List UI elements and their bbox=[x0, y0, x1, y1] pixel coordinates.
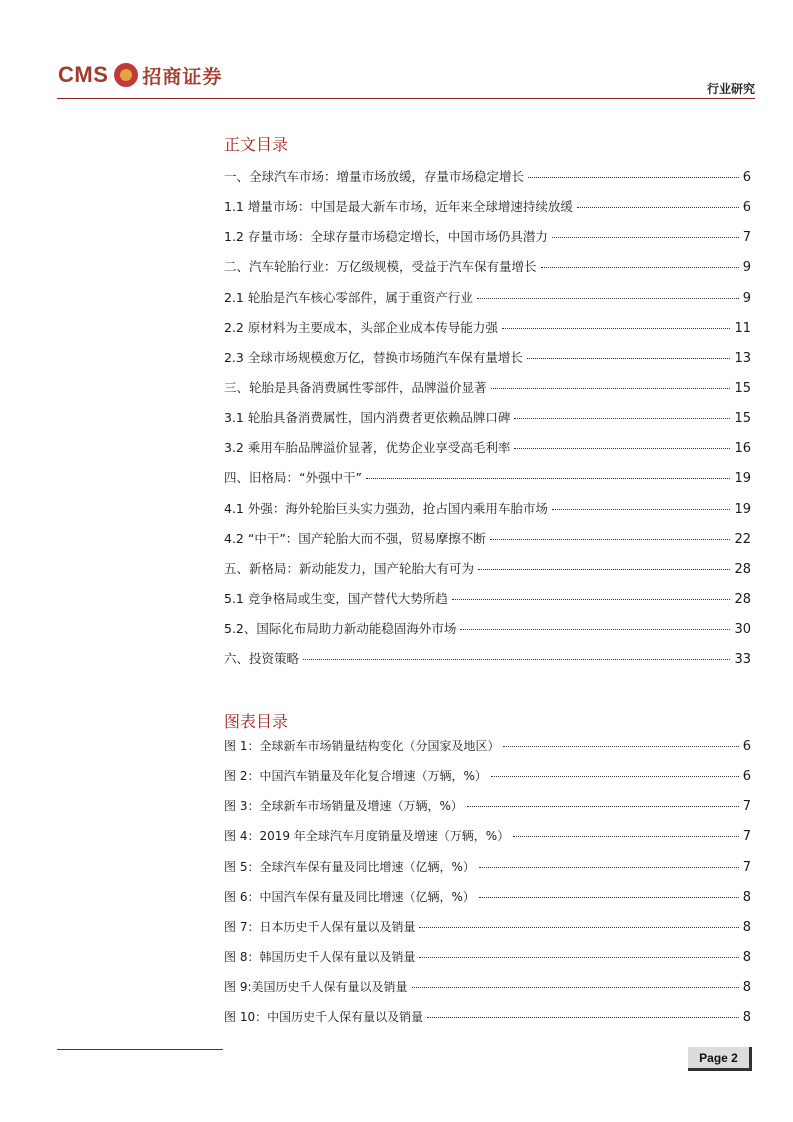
toc-entry-page-number: 33 bbox=[734, 652, 751, 668]
dot-leader bbox=[541, 267, 739, 268]
dot-leader bbox=[460, 629, 730, 630]
toc-entry-page-number: 30 bbox=[734, 622, 751, 638]
toc-entry[interactable] bbox=[224, 348, 751, 378]
toc-entry-text: 5.2、国际化布局助力新动能稳固海外市场 bbox=[224, 621, 457, 637]
figure-entry-page-number: 8 bbox=[742, 949, 751, 965]
toc-entry-text: 3.1 轮胎具备消费属性，国内消费者更依赖品牌口碑 bbox=[224, 410, 511, 426]
toc-entry[interactable] bbox=[224, 167, 751, 197]
toc-entry-text: 三、轮胎是具备消费属性零部件，品牌溢价显著 bbox=[224, 379, 487, 395]
dot-leader bbox=[479, 867, 739, 868]
dot-leader bbox=[427, 1017, 739, 1018]
dot-leader bbox=[514, 418, 730, 419]
figure-entry[interactable] bbox=[224, 888, 751, 918]
toc-entry-page-number: 9 bbox=[742, 290, 751, 306]
dot-leader bbox=[478, 569, 730, 570]
toc-entry-text: 二、汽车轮胎行业：万亿级规模，受益于汽车保有量增长 bbox=[224, 259, 537, 275]
toc-entry-text: 4.2 “中干”：国产轮胎大而不强，贸易摩擦不断 bbox=[224, 530, 486, 546]
toc-entry-page-number: 28 bbox=[734, 591, 751, 607]
logo-seal-icon bbox=[114, 63, 138, 87]
toc-entry-page-number: 16 bbox=[734, 441, 751, 457]
figure-entry-page-number: 6 bbox=[742, 769, 751, 785]
figure-entry-text: 图 2：中国汽车销量及年化复合增速（万辆，%） bbox=[224, 769, 487, 784]
dot-leader bbox=[528, 177, 739, 178]
toc-entry[interactable] bbox=[224, 257, 751, 287]
toc-entry[interactable] bbox=[224, 408, 751, 438]
figure-entry-text: 图 9:美国历史千人保有量以及销量 bbox=[224, 980, 408, 995]
toc-entry-text: 3.2 乘用车胎品牌溢价显著，优势企业享受高毛利率 bbox=[224, 440, 511, 456]
toc-entry[interactable] bbox=[224, 197, 751, 227]
figure-entry-page-number: 8 bbox=[742, 919, 751, 935]
dot-leader bbox=[514, 448, 730, 449]
figure-entry-text: 图 8：韩国历史千人保有量以及销量 bbox=[224, 949, 416, 964]
dot-leader bbox=[552, 237, 739, 238]
dot-leader bbox=[491, 776, 739, 777]
figure-entry-text: 图 7：日本历史千人保有量以及销量 bbox=[224, 919, 416, 934]
figure-entry-text: 图 4：2019 年全球汽车月度销量及增速（万辆，%） bbox=[224, 829, 510, 844]
header-divider bbox=[57, 98, 755, 99]
toc-entry-page-number: 15 bbox=[734, 380, 751, 396]
toc-entry-page-number: 28 bbox=[734, 561, 751, 577]
figure-entry-page-number: 8 bbox=[742, 889, 751, 905]
toc-entry-text: 4.1 外强：海外轮胎巨头实力强劲，抢占国内乘用车胎市场 bbox=[224, 500, 548, 516]
toc-entry[interactable] bbox=[224, 318, 751, 348]
toc-entry-text: 2.1 轮胎是汽车核心零部件，属于重资产行业 bbox=[224, 289, 473, 305]
logo-cn-text: 招商证券 bbox=[142, 65, 223, 88]
figure-entry-text: 图 6：中国汽车保有量及同比增速（亿辆，%） bbox=[224, 889, 475, 904]
dot-leader bbox=[527, 358, 731, 359]
toc-entry-text: 四、旧格局：“外强中干” bbox=[224, 470, 362, 486]
dot-leader bbox=[552, 509, 731, 510]
toc-entry[interactable] bbox=[224, 438, 751, 468]
figure-entry-text: 图 10：中国历史千人保有量以及销量 bbox=[224, 1010, 424, 1025]
page-number: Page 2 bbox=[688, 1047, 752, 1071]
figure-entry[interactable] bbox=[224, 978, 751, 1008]
toc-entry-page-number: 19 bbox=[734, 501, 751, 517]
toc-entry-text: 六、投资策略 bbox=[224, 651, 300, 667]
toc-entry-text: 2.2 原材料为主要成本，头部企业成本传导能力强 bbox=[224, 319, 498, 335]
dot-leader bbox=[513, 836, 739, 837]
toc-entry[interactable] bbox=[224, 499, 751, 529]
dot-leader bbox=[477, 298, 739, 299]
toc-list bbox=[224, 167, 751, 679]
toc-entry-page-number: 13 bbox=[734, 350, 751, 366]
toc-entry-text: 1.1 增量市场：中国是最大新车市场，近年来全球增速持续放缓 bbox=[224, 199, 573, 215]
toc-entry-page-number: 19 bbox=[734, 471, 751, 487]
dot-leader bbox=[479, 897, 739, 898]
figure-entry[interactable] bbox=[224, 918, 751, 948]
dot-leader bbox=[366, 478, 731, 479]
figure-entry-page-number: 8 bbox=[742, 1010, 751, 1026]
figure-entry-text: 图 1：全球新车市场销量结构变化（分国家及地区） bbox=[224, 739, 500, 753]
figure-entry-page-number: 7 bbox=[742, 829, 751, 845]
toc-entry[interactable] bbox=[224, 619, 751, 649]
figure-entry[interactable] bbox=[224, 767, 751, 797]
figure-entry[interactable] bbox=[224, 797, 751, 827]
report-category: 行业研究 bbox=[706, 82, 755, 96]
toc-entry-text: 2.3 全球市场规模愈万亿，替换市场随汽车保有量增长 bbox=[224, 349, 523, 365]
toc-entry-page-number: 22 bbox=[734, 531, 751, 547]
toc-entry[interactable] bbox=[224, 589, 751, 619]
toc-entry-text: 5.1 竞争格局或生变，国产替代大势所趋 bbox=[224, 590, 448, 606]
figure-entry-page-number: 6 bbox=[742, 739, 751, 754]
figure-entry[interactable] bbox=[224, 827, 751, 857]
dot-leader bbox=[419, 927, 738, 928]
figure-entry[interactable] bbox=[224, 1008, 751, 1038]
toc-entry-page-number: 9 bbox=[742, 260, 751, 276]
dot-leader bbox=[577, 207, 739, 208]
toc-entry-page-number: 15 bbox=[734, 411, 751, 427]
toc-entry[interactable] bbox=[224, 649, 751, 679]
dot-leader bbox=[491, 388, 731, 389]
toc-entry-page-number: 11 bbox=[734, 320, 751, 336]
toc-entry-text: 五、新格局：新动能发力，国产轮胎大有可为 bbox=[224, 560, 475, 576]
dot-leader bbox=[419, 957, 738, 958]
figure-entry-page-number: 7 bbox=[742, 859, 751, 875]
toc-entry-page-number: 6 bbox=[742, 170, 751, 185]
figure-entry-page-number: 7 bbox=[742, 799, 751, 815]
figures-title: 图表目录 bbox=[224, 712, 289, 731]
dot-leader bbox=[303, 659, 730, 660]
toc-entry[interactable] bbox=[224, 559, 751, 589]
dot-leader bbox=[502, 328, 731, 329]
toc-entry[interactable] bbox=[224, 227, 751, 257]
dot-leader bbox=[412, 987, 739, 988]
toc-entry-text: 一、全球汽车市场：增量市场放缓，存量市场稳定增长 bbox=[224, 169, 525, 184]
dot-leader bbox=[452, 599, 731, 600]
toc-entry[interactable] bbox=[224, 378, 751, 408]
toc-entry-page-number: 7 bbox=[742, 230, 751, 246]
dot-leader bbox=[467, 806, 739, 807]
logo-text: CMS bbox=[58, 62, 109, 87]
dot-leader bbox=[503, 746, 738, 747]
figure-entry[interactable] bbox=[224, 858, 751, 888]
toc-entry[interactable] bbox=[224, 468, 751, 498]
toc-entry-text: 1.2 存量市场：全球存量市场稳定增长，中国市场仍具潜力 bbox=[224, 229, 548, 245]
figure-entry[interactable] bbox=[224, 948, 751, 978]
toc-entry[interactable] bbox=[224, 288, 751, 318]
company-logo bbox=[58, 60, 222, 90]
toc-title: 正文目录 bbox=[224, 135, 289, 154]
toc-entry-page-number: 6 bbox=[742, 200, 751, 216]
figure-entry-text: 图 5：全球汽车保有量及同比增速（亿辆，%） bbox=[224, 859, 475, 874]
footer-divider bbox=[57, 1049, 223, 1050]
toc-entry[interactable] bbox=[224, 529, 751, 559]
figure-entry-page-number: 8 bbox=[742, 980, 751, 996]
figures-list bbox=[224, 737, 751, 1038]
dot-leader bbox=[490, 539, 731, 540]
figure-entry-text: 图 3：全球新车市场销量及增速（万辆，%） bbox=[224, 799, 463, 814]
figure-entry[interactable] bbox=[224, 737, 751, 767]
